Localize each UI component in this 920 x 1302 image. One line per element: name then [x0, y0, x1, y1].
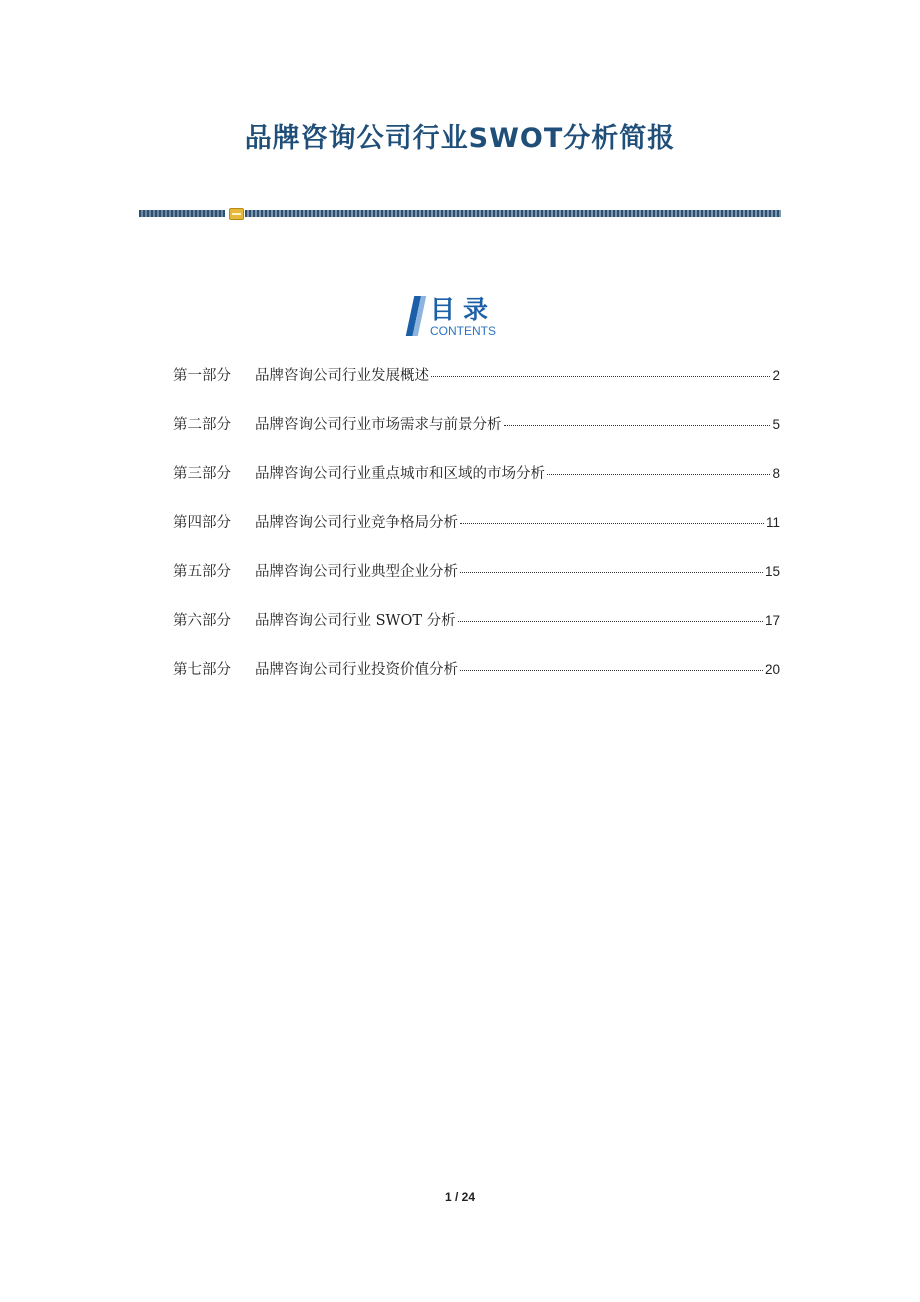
toc-entry-label: 品牌咨询公司行业发展概述: [255, 368, 429, 384]
toc-entry-label: 品牌咨询公司行业投资价值分析: [255, 662, 458, 678]
toc-entry-page: 15: [764, 564, 780, 579]
divider-bar-right: [245, 210, 781, 217]
toc-leader-dots: [460, 670, 763, 671]
toc-entry-part: 第五部分: [173, 564, 231, 580]
toc-entry[interactable]: [173, 658, 780, 707]
toc-entry-label: 品牌咨询公司行业市场需求与前景分析: [255, 417, 502, 433]
document-title: 品牌咨询公司行业SWOT分析简报: [244, 123, 676, 154]
page-number: 1 / 24: [444, 1190, 476, 1204]
toc-leader-dots: [547, 474, 770, 475]
toc-entry[interactable]: [173, 364, 780, 413]
toc-entry-page: 8: [772, 466, 780, 481]
toc-entry-part: 第六部分: [173, 613, 231, 629]
toc-entry-part: 第七部分: [173, 662, 231, 678]
toc-leader-dots: [504, 425, 771, 426]
table-of-contents: [173, 364, 780, 707]
divider-emblem-icon: [229, 208, 244, 220]
toc-entry-page: 5: [772, 417, 780, 432]
toc-entry-part: 第二部分: [173, 417, 231, 433]
toc-entry-label: 品牌咨询公司行业竞争格局分析: [255, 515, 458, 531]
toc-entry-label: 品牌咨询公司行业重点城市和区域的市场分析: [255, 466, 545, 482]
toc-leader-dots: [458, 621, 763, 622]
toc-leader-dots: [460, 523, 764, 524]
toc-heading-en: CONTENTS: [430, 324, 496, 338]
toc-entry-label: 品牌咨询公司行业 SWOT 分析: [255, 613, 456, 629]
toc-entry[interactable]: [173, 511, 780, 560]
toc-entry-page: 2: [772, 368, 780, 383]
title-divider: [139, 209, 781, 219]
toc-leader-dots: [431, 376, 770, 377]
toc-heading-zh: 目录: [430, 295, 497, 324]
toc-entry-page: 11: [765, 515, 780, 530]
toc-heading: [406, 294, 526, 340]
toc-leader-dots: [460, 572, 763, 573]
toc-entry[interactable]: [173, 413, 780, 462]
toc-entry-label: 品牌咨询公司行业典型企业分析: [255, 564, 458, 580]
divider-bar-left: [139, 210, 225, 217]
toc-entry-page: 17: [764, 613, 780, 628]
toc-entry[interactable]: [173, 560, 780, 609]
toc-entry-part: 第三部分: [173, 466, 231, 482]
toc-stripe-icon: [406, 296, 427, 336]
toc-entry-part: 第一部分: [173, 368, 231, 384]
toc-entry[interactable]: [173, 609, 780, 658]
toc-entry-part: 第四部分: [173, 515, 231, 531]
toc-entry[interactable]: [173, 462, 780, 511]
toc-entry-page: 20: [764, 662, 780, 677]
